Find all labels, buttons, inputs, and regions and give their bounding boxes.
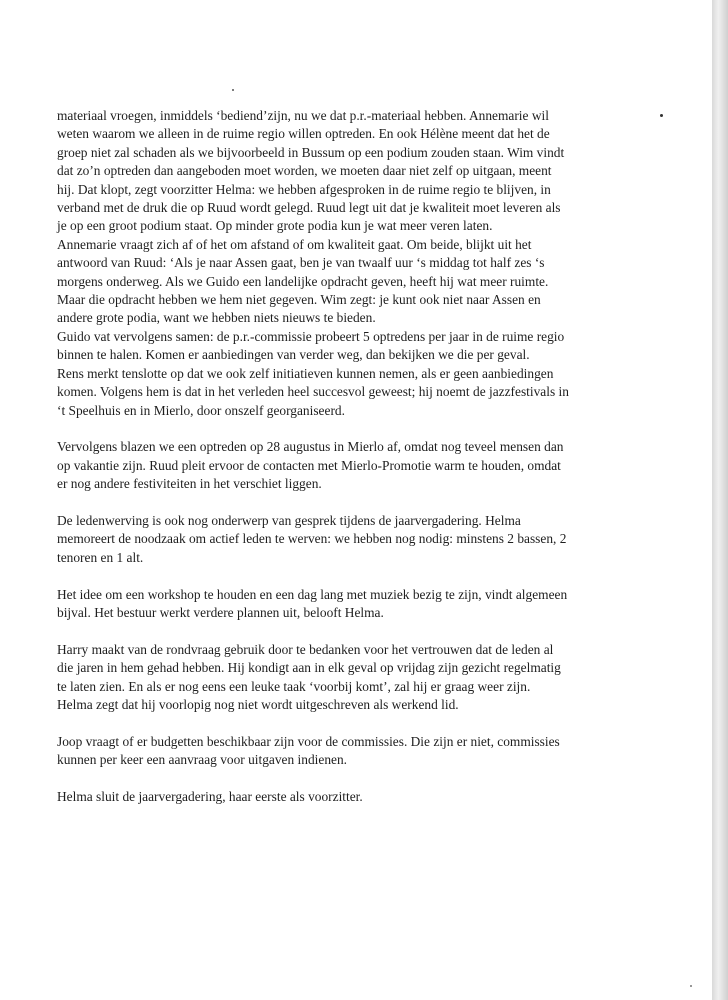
document-body xyxy=(57,107,657,806)
text-line: Het idee om een workshop te houden en een dag lang met muziek bezig te zijn, vindt algemeen xyxy=(57,586,568,602)
text-line: Annemarie vraagt zich af of het om afstand of om kwaliteit gaat. Om beide, blijkt uit het xyxy=(57,236,532,252)
text-line: Harry maakt van de rondvraag gebruik door te bedanken voor het vertrouwen dat de leden al xyxy=(57,641,554,657)
paragraph-gap xyxy=(57,714,657,732)
scan-speck xyxy=(660,114,663,117)
paragraph-gap xyxy=(57,567,657,585)
text-line: binnen te halen. Komen er aanbiedingen van verder weg, dan bekijken we die per geval. xyxy=(57,347,530,363)
text-line: kunnen per keer een aanvraag voor uitgaven indienen. xyxy=(57,752,348,768)
text-line: morgens onderweg. Als we Guido een landelijke opdracht geven, heeft hij wat meer ruimte. xyxy=(57,273,549,289)
text-line: Vervolgens blazen we een optreden op 28 augustus in Mierlo af, omdat nog teveel mensen dan xyxy=(57,439,564,455)
text-line: groep niet zal schaden als we bijvoorbeeld in Bussum op een podium zouden staan. Wim vindt xyxy=(57,144,565,160)
text-line: op vakantie zijn. Ruud pleit ervoor de contacten met Mierlo-Promotie warm te houden, omdat xyxy=(57,457,561,473)
text-line: Guido vat vervolgens samen: de p.r.-commissie probeert 5 optredens per jaar in de ruime regio xyxy=(57,328,565,344)
text-line: De ledenwerving is ook nog onderwerp van gesprek tijdens de jaarvergadering. Helma xyxy=(57,512,521,528)
text-line: tenoren en 1 alt. xyxy=(57,549,144,565)
scan-speck xyxy=(232,89,234,91)
text-line: dat zo’n optreden dan aangeboden moet worden, we moeten daar niet zelf op uitgaan, meent xyxy=(57,163,552,179)
paragraph-gap xyxy=(57,420,657,438)
text-line: Joop vraagt of er budgetten beschikbaar zijn voor de commissies. Die zijn er niet, commissies xyxy=(57,733,560,749)
scan-page-edge xyxy=(712,0,728,1000)
text-line: Rens merkt tenslotte op dat we ook zelf initiatieven kunnen nemen, als er geen aanbiedingen xyxy=(57,365,554,381)
text-line: bijval. Het bestuur werkt verdere plannen uit, belooft Helma. xyxy=(57,604,384,620)
paragraph-gap xyxy=(57,770,657,788)
scan-speck xyxy=(690,985,692,987)
text-line: weten waarom we alleen in de ruime regio willen optreden. En ook Hélène meent dat het de xyxy=(57,126,550,142)
text-line: Maar die opdracht hebben we hem niet gegeven. Wim zegt: je kunt ook niet naar Assen en xyxy=(57,292,541,308)
text-line: andere grote podia, want we hebben niets nieuws te bieden. xyxy=(57,310,376,326)
paragraph-gap xyxy=(57,622,657,640)
text-line: je op een groot podium staat. Op minder grote podia kun je wat meer veren laten. xyxy=(57,218,493,234)
text-line: te laten zien. En als er nog eens een leuke taak ‘voorbij komt’, zal hij er graag weer zijn. xyxy=(57,678,531,694)
text-line: die jaren in hem gehad hebben. Hij kondigt aan in elk geval op vrijdag zijn gezicht regelmatig xyxy=(57,660,561,676)
paragraph-gap xyxy=(57,494,657,512)
text-line: Helma sluit de jaarvergadering, haar eerste als voorzitter. xyxy=(57,788,363,804)
text-line: verband met de druk die op Ruud wordt gelegd. Ruud legt uit dat je kwaliteit moet leveren als xyxy=(57,200,561,216)
text-line: ‘t Speelhuis en in Mierlo, door onszelf georganiseerd. xyxy=(57,402,345,418)
text-line: komen. Volgens hem is dat in het verleden heel succesvol geweest; hij noemt de jazzfestivals in xyxy=(57,384,569,400)
text-line: materiaal vroegen, inmiddels ‘bediend’zijn, nu we dat p.r.-materiaal hebben. Annemarie wil xyxy=(57,108,549,123)
text-line: hij. Dat klopt, zegt voorzitter Helma: we hebben afgesproken in de ruime regio te blijven, in xyxy=(57,181,551,197)
text-line: er nog andere festiviteiten in het verschiet liggen. xyxy=(57,476,322,492)
text-line: antwoord van Ruud: ‘Als je naar Assen gaat, ben je van twaalf uur ‘s middag tot half zes ‘s xyxy=(57,255,545,271)
text-line: Helma zegt dat hij voorlopig nog niet wordt uitgeschreven als werkend lid. xyxy=(57,696,459,712)
text-line: memoreert de noodzaak om actief leden te werven: we hebben nog nodig: minstens 2 bassen, 2 xyxy=(57,531,567,547)
